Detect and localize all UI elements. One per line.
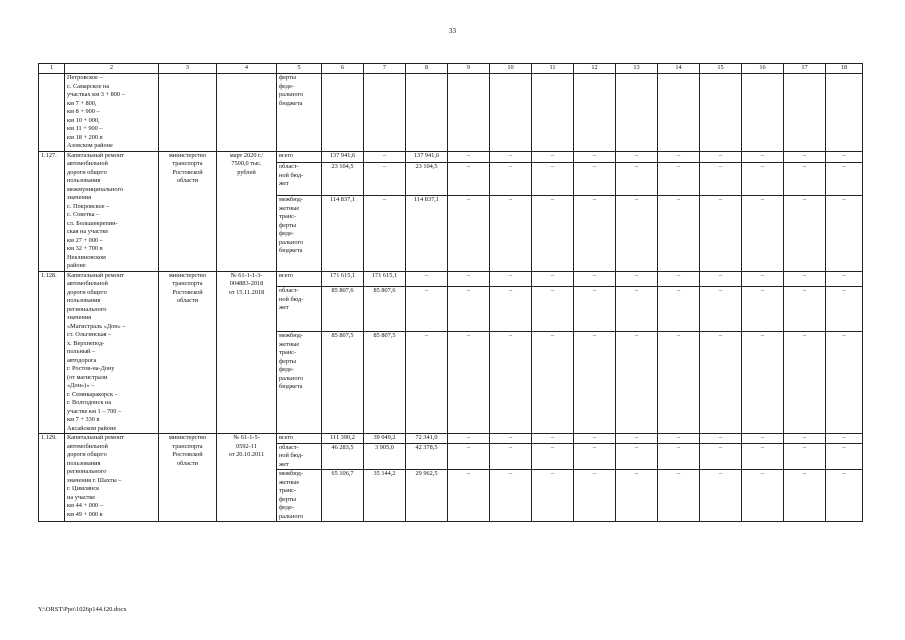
column-header: 2 xyxy=(65,64,159,74)
value-cell: – xyxy=(616,271,658,287)
value-cell xyxy=(490,74,532,152)
value-cell: – xyxy=(700,443,742,470)
value-cell: – xyxy=(490,332,532,434)
value-cell: – xyxy=(448,443,490,470)
value-cell: – xyxy=(448,151,490,163)
value-cell: – xyxy=(448,196,490,271)
value-cell xyxy=(574,74,616,152)
value-cell: – xyxy=(742,443,784,470)
value-cell: 39 049,2 xyxy=(364,434,406,444)
value-cell: – xyxy=(616,470,658,522)
value-cell: – xyxy=(700,434,742,444)
value-cell: – xyxy=(448,470,490,522)
column-header: 15 xyxy=(700,64,742,74)
value-cell: – xyxy=(826,151,863,163)
value-cell xyxy=(742,74,784,152)
row-number: 1.128. xyxy=(39,271,65,434)
value-cell: – xyxy=(490,287,532,332)
value-cell: – xyxy=(490,151,532,163)
value-cell: – xyxy=(658,271,700,287)
column-header: 6 xyxy=(322,64,364,74)
value-cell: – xyxy=(658,434,700,444)
value-cell: – xyxy=(784,287,826,332)
value-cell: – xyxy=(616,443,658,470)
column-header: 17 xyxy=(784,64,826,74)
value-cell: 46 283,5 xyxy=(322,443,364,470)
funding-source: межбюд- жетные транс- ферты феде- рального бюджета xyxy=(277,196,322,271)
column-header: 1 xyxy=(39,64,65,74)
value-cell: – xyxy=(784,443,826,470)
value-cell: – xyxy=(742,163,784,196)
value-cell: 111 390,2 xyxy=(322,434,364,444)
row-number: 1.127. xyxy=(39,151,65,271)
column-header: 7 xyxy=(364,64,406,74)
value-cell: – xyxy=(700,332,742,434)
value-cell: – xyxy=(700,470,742,522)
funding-source: межбюд- жетные транс- ферты феде- рального бюджета xyxy=(277,332,322,434)
value-cell xyxy=(364,74,406,152)
value-cell: – xyxy=(784,163,826,196)
row-number xyxy=(39,74,65,152)
value-cell: – xyxy=(406,332,448,434)
document-cell: № 61-1-1-3- 004883-2018 от 15.11.2018 xyxy=(217,271,277,434)
value-cell: – xyxy=(826,443,863,470)
value-cell: – xyxy=(784,332,826,434)
funding-source: всего xyxy=(277,271,322,287)
value-cell: – xyxy=(364,151,406,163)
value-cell: 85 807,5 xyxy=(364,332,406,434)
funding-source: ферты феде- рального бюджета xyxy=(277,74,322,152)
value-cell: – xyxy=(490,163,532,196)
page-number: 33 xyxy=(449,27,456,35)
value-cell: – xyxy=(448,434,490,444)
column-header: 14 xyxy=(658,64,700,74)
value-cell: – xyxy=(448,287,490,332)
value-cell: – xyxy=(532,287,574,332)
value-cell: – xyxy=(532,163,574,196)
executor-cell: министерство транспорта Ростовской области xyxy=(159,151,217,271)
value-cell: – xyxy=(658,287,700,332)
value-cell: – xyxy=(658,470,700,522)
value-cell: – xyxy=(490,271,532,287)
value-cell: – xyxy=(742,470,784,522)
value-cell: – xyxy=(574,332,616,434)
column-header: 18 xyxy=(826,64,863,74)
document-cell: № 61-1-5- 0592-11 от 20.10.2011 xyxy=(217,434,277,522)
value-cell: – xyxy=(826,163,863,196)
value-cell: 65 106,7 xyxy=(322,470,364,522)
value-cell: – xyxy=(574,196,616,271)
value-cell: – xyxy=(532,271,574,287)
column-header: 3 xyxy=(159,64,217,74)
value-cell: 72 341,0 xyxy=(406,434,448,444)
column-header: 8 xyxy=(406,64,448,74)
row-number: 1.129. xyxy=(39,434,65,522)
value-cell: 85 807,6 xyxy=(364,287,406,332)
value-cell: – xyxy=(784,271,826,287)
object-name: Петровское – с. Самарское на участках км 3 + 800 – км 7 + 800, км 8 + 900 – км 10 + 000, км 11 + 900 – км 18 + 200 в Азовском районе xyxy=(65,74,159,152)
value-cell: – xyxy=(574,163,616,196)
value-cell: 42 378,5 xyxy=(406,443,448,470)
value-cell: 114 837,1 xyxy=(322,196,364,271)
value-cell: – xyxy=(826,196,863,271)
value-cell: – xyxy=(742,196,784,271)
value-cell: 3 905,0 xyxy=(364,443,406,470)
object-name: Капитальный ремонт автомобильной дороги общего пользования межмуниципального значения с. Покровское – с. Советка – сл. Большекрепин- ская на участке км 27 + 000 – км 32 + 700 в Неклиновском районе xyxy=(65,151,159,271)
budget-table xyxy=(38,63,863,522)
column-header: 5 xyxy=(277,64,322,74)
value-cell xyxy=(616,74,658,152)
value-cell: – xyxy=(616,332,658,434)
table-body xyxy=(39,74,863,522)
value-cell: 35 144,2 xyxy=(364,470,406,522)
value-cell: – xyxy=(574,271,616,287)
column-header: 11 xyxy=(532,64,574,74)
value-cell xyxy=(532,74,574,152)
value-cell: – xyxy=(616,151,658,163)
funding-source: област- ной бюд- жет xyxy=(277,443,322,470)
value-cell: – xyxy=(406,271,448,287)
value-cell: – xyxy=(532,434,574,444)
value-cell xyxy=(406,74,448,152)
object-name: Капитальный ремонт автомобильной дороги общего пользования регионального значения «Магистраль «Дон» – ст. Ольгинская – х. Верхнепод- польный – автодорога г. Ростов-на-Дону (от магистрали «Дон»)» – г. Семикаракорск – г. Волгодонск на участке км 1 – 700 – км 7 + 330 в Аксайском районе xyxy=(65,271,159,434)
value-cell: – xyxy=(826,287,863,332)
value-cell: – xyxy=(742,434,784,444)
value-cell: – xyxy=(700,287,742,332)
funding-source: всего xyxy=(277,151,322,163)
value-cell: – xyxy=(742,287,784,332)
value-cell: – xyxy=(406,287,448,332)
funding-source: межбюд- жетные транс- ферты феде- рального xyxy=(277,470,322,522)
value-cell: – xyxy=(742,151,784,163)
value-cell: – xyxy=(826,271,863,287)
value-cell: – xyxy=(532,196,574,271)
value-cell: – xyxy=(364,163,406,196)
value-cell: – xyxy=(616,196,658,271)
column-header: 12 xyxy=(574,64,616,74)
value-cell: – xyxy=(574,470,616,522)
value-cell: – xyxy=(826,470,863,522)
executor-cell: министерство транспорта Ростовской области xyxy=(159,271,217,434)
value-cell xyxy=(658,74,700,152)
value-cell: – xyxy=(658,443,700,470)
value-cell: – xyxy=(448,163,490,196)
value-cell: – xyxy=(616,434,658,444)
value-cell: – xyxy=(700,151,742,163)
value-cell: – xyxy=(658,151,700,163)
table-row xyxy=(39,151,863,163)
column-header: 16 xyxy=(742,64,784,74)
footer-file-path: Y:\ORST\Ppo\1026p144.f20.docx xyxy=(38,606,127,613)
value-cell: 171 615,1 xyxy=(322,271,364,287)
value-cell: 137 941,6 xyxy=(322,151,364,163)
value-cell: – xyxy=(490,434,532,444)
value-cell: – xyxy=(532,332,574,434)
value-cell: – xyxy=(784,196,826,271)
value-cell: – xyxy=(700,163,742,196)
value-cell: – xyxy=(532,443,574,470)
value-cell: – xyxy=(490,443,532,470)
column-header: 13 xyxy=(616,64,658,74)
value-cell: – xyxy=(826,332,863,434)
value-cell: – xyxy=(490,196,532,271)
value-cell: – xyxy=(700,271,742,287)
value-cell: 85 807,5 xyxy=(322,332,364,434)
column-header: 10 xyxy=(490,64,532,74)
value-cell xyxy=(826,74,863,152)
value-cell: 114 837,1 xyxy=(406,196,448,271)
column-header: 4 xyxy=(217,64,277,74)
value-cell: – xyxy=(532,151,574,163)
funding-source: всего xyxy=(277,434,322,444)
value-cell xyxy=(700,74,742,152)
document-cell: март 2020 г./ 7500,0 тыс. рублей xyxy=(217,151,277,271)
value-cell: – xyxy=(784,434,826,444)
value-cell: 29 962,5 xyxy=(406,470,448,522)
value-cell: – xyxy=(742,332,784,434)
value-cell: 23 104,5 xyxy=(406,163,448,196)
value-cell: – xyxy=(658,332,700,434)
value-cell: 171 615,1 xyxy=(364,271,406,287)
value-cell: 85 807,6 xyxy=(322,287,364,332)
value-cell: – xyxy=(742,271,784,287)
value-cell: 137 941,6 xyxy=(406,151,448,163)
table-row xyxy=(39,74,863,152)
value-cell xyxy=(784,74,826,152)
value-cell: – xyxy=(574,151,616,163)
value-cell: – xyxy=(490,470,532,522)
value-cell: – xyxy=(448,332,490,434)
value-cell: – xyxy=(574,287,616,332)
funding-source: област- ной бюд- жет xyxy=(277,287,322,332)
object-name: Капитальный ремонт автомобильной дороги общего пользования регионального значения г. Шахты – г. Цимлянск на участке км 44 + 000 – км 49 + 000 в xyxy=(65,434,159,522)
document-cell xyxy=(217,74,277,152)
value-cell xyxy=(322,74,364,152)
value-cell: – xyxy=(364,196,406,271)
value-cell: – xyxy=(448,271,490,287)
funding-source: област- ной бюд- жет xyxy=(277,163,322,196)
value-cell: – xyxy=(616,163,658,196)
value-cell: – xyxy=(784,151,826,163)
value-cell: – xyxy=(826,434,863,444)
value-cell: – xyxy=(616,287,658,332)
column-header: 9 xyxy=(448,64,490,74)
table-row xyxy=(39,271,863,287)
executor-cell xyxy=(159,74,217,152)
value-cell: – xyxy=(658,196,700,271)
value-cell: – xyxy=(532,470,574,522)
executor-cell: министерство транспорта Ростовской области xyxy=(159,434,217,522)
value-cell: 23 104,5 xyxy=(322,163,364,196)
table-row xyxy=(39,434,863,444)
value-cell: – xyxy=(574,434,616,444)
value-cell: – xyxy=(658,163,700,196)
table-header xyxy=(39,64,863,74)
value-cell: – xyxy=(574,443,616,470)
value-cell: – xyxy=(700,196,742,271)
value-cell xyxy=(448,74,490,152)
value-cell: – xyxy=(784,470,826,522)
